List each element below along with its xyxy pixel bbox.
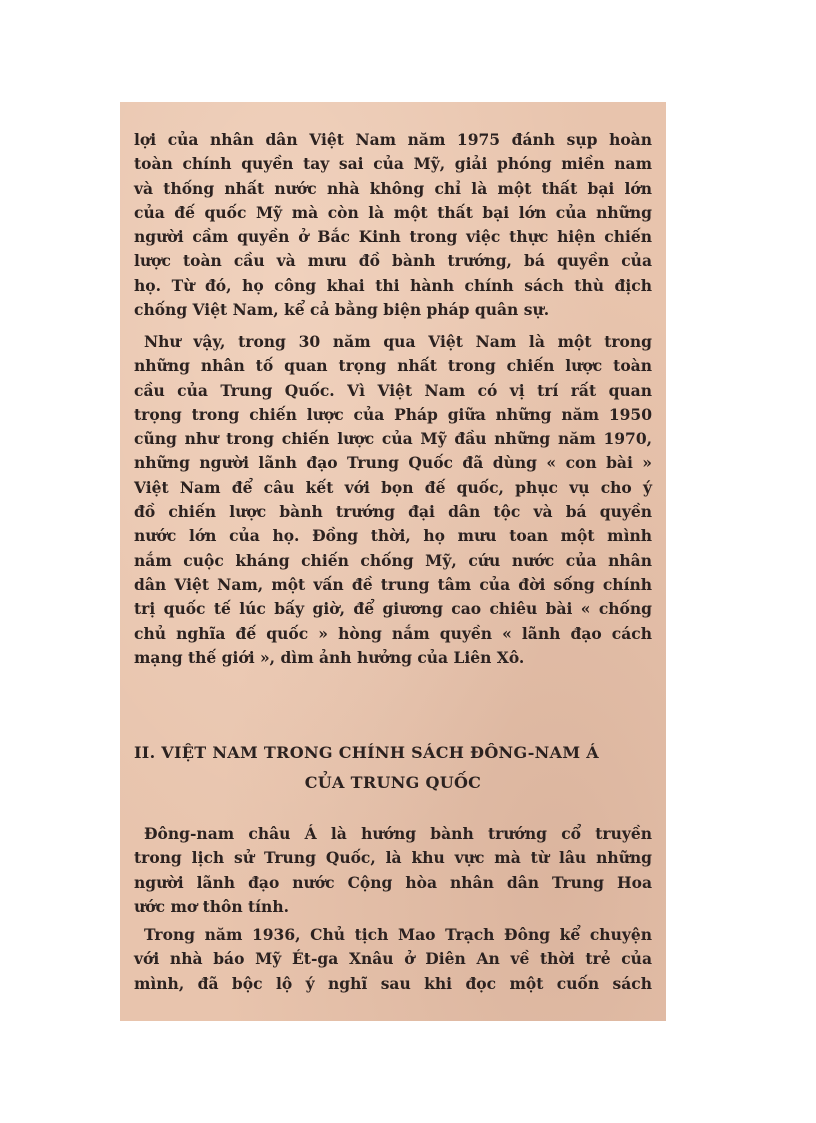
text-line: Đông-nam châu Á là hướng bành trướng cổ truyền — [144, 824, 652, 843]
paragraph-1 — [134, 128, 652, 322]
text-line: lợi của nhân dân Việt Nam năm 1975 đánh sụp hoàn — [134, 130, 652, 149]
text-line: chống Việt Nam, kể cả bằng biện pháp quân sự. — [134, 300, 550, 320]
text-line: của đế quốc Mỹ mà còn là một thất bại lớn của những — [134, 202, 652, 222]
text-line: những nhân tố quan trọng nhất trong chiến lược toàn — [134, 356, 652, 376]
text-line: ước mơ thôn tính. — [134, 896, 289, 916]
text-line: mình, đã bộc lộ ý nghĩ sau khi đọc một cuốn sách — [134, 973, 652, 993]
text-line: trọng trong chiến lược của Pháp giữa những năm 1950 — [134, 404, 652, 424]
text-line: Việt Nam để câu kết với bọn đế quốc, phục vụ cho ý — [134, 477, 652, 497]
text-line: chủ nghĩa đế quốc » hòng nắm quyền « lãnh đạo cách — [134, 623, 652, 643]
text-line: những người lãnh đạo Trung Quốc đã dùng « con bài » — [134, 453, 652, 473]
text-line: trị quốc tế lúc bấy giờ, để giương cao chiêu bài « chống — [134, 599, 652, 619]
paragraph-4 — [134, 923, 652, 996]
text-line: với nhà báo Mỹ Ét-ga Xnâu ở Diên An về thời trẻ của — [134, 949, 652, 969]
section-heading-line-1: II. VIỆT NAM TRONG CHÍNH SÁCH ĐÔNG-NAM Á — [134, 743, 599, 762]
section-heading-line-2: CỦA TRUNG QUỐC — [304, 773, 482, 792]
text-line: Trong năm 1936, Chủ tịch Mao Trạch Đông kể chuyện — [144, 925, 652, 944]
text-line: đồ chiến lược bành trướng đại dân tộc và bá quyền — [134, 502, 652, 522]
text-line: nước lớn của họ. Đồng thời, họ mưu toan một mình — [134, 526, 652, 546]
text-line: người cầm quyền ở Bắc Kinh trong việc thực hiện chiến — [134, 227, 652, 247]
text-line: toàn chính quyền tay sai của Mỹ, giải phóng miền nam — [134, 154, 652, 174]
text-line: mạng thế giới », dìm ảnh hưởng của Liên Xô. — [134, 647, 525, 667]
scanned-page — [120, 102, 666, 1021]
paragraph-2 — [134, 330, 652, 670]
text-line: nắm cuộc kháng chiến chống Mỹ, cứu nước của nhân — [134, 550, 652, 570]
text-line: lược toàn cầu và mưu đồ bành trướng, bá quyền của — [134, 251, 652, 271]
text-line: dân Việt Nam, một vấn đề trung tâm của đời sống chính — [134, 574, 652, 594]
text-line: trong lịch sử Trung Quốc, là khu vực mà từ lâu những — [134, 848, 652, 868]
text-line: cũng như trong chiến lược của Mỹ đầu những năm 1970, — [134, 429, 652, 449]
text-line: và thống nhất nước nhà không chỉ là một thất bại lớn — [134, 178, 652, 198]
text-line: họ. Từ đó, họ công khai thi hành chính sách thù địch — [134, 275, 652, 295]
text-line: Như vậy, trong 30 năm qua Việt Nam là một trong — [144, 332, 652, 351]
text-line: người lãnh đạo nước Cộng hòa nhân dân Trung Hoa — [134, 872, 652, 892]
text-line: cầu của Trung Quốc. Vì Việt Nam có vị trí rất quan — [134, 380, 652, 400]
section-heading — [134, 738, 652, 798]
paragraph-3 — [134, 822, 652, 919]
